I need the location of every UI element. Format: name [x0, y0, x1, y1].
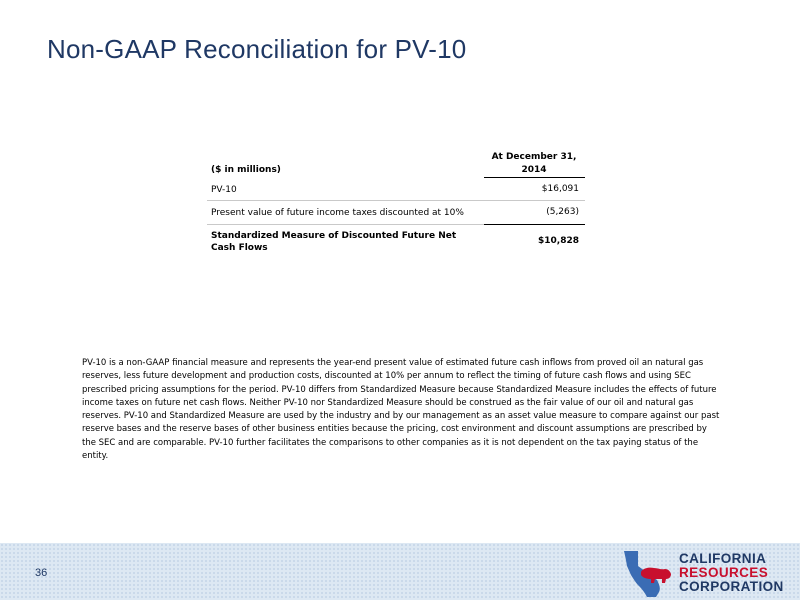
table-row — [207, 225, 585, 261]
table-row — [207, 178, 585, 201]
table-header — [207, 146, 585, 178]
row-label: PV-10 — [211, 185, 237, 195]
row-value: $10,828 — [538, 236, 579, 246]
unit-label: ($ in millions) — [211, 165, 281, 175]
page-number: 36 — [35, 567, 48, 579]
california-bear-icon — [621, 548, 679, 600]
table-row — [207, 201, 585, 225]
logo-line2: RESOURCES — [679, 565, 769, 580]
row-label: Standardized Measure of Discounted Future Net Cash Flows — [211, 231, 457, 253]
explanation-paragraph: PV-10 is a non-GAAP financial measure and represents the year-end present value of estimated future cash inflows from proved oil an natural gas reserves, less future development and production costs, discounted at 10% per annum to reflect the timing of future cash flows and using SEC prescribed pricing assumptions for the period. PV-10 differs from Standardized Measure because Standardized Measure includes the effects of future income taxes on future net cash flows. Neither PV-10 nor Standardized Measure should be construed as the fair value of our oil and natural gas reserves. PV-10 and Standardized Measure are used by the industry and by our management as an asset value measure to compare against our past reserve bases and the reserve bases of other business entities because the pricing, cost environment and discount assumptions are prescribed by the SEC and are comparable. PV-10 further facilitates the comparisons to other companies as it is not dependent on the tax paying status of the entity. — [82, 358, 720, 462]
footer-band — [0, 543, 800, 600]
company-logo — [621, 546, 796, 598]
period-header: At December 31, 2014 — [491, 152, 577, 175]
row-label: Present value of future income taxes discounted at 10% — [211, 208, 464, 218]
logo-line3: CORPORATION — [679, 579, 784, 594]
row-value: $16,091 — [541, 184, 579, 194]
slide-title: Non-GAAP Reconciliation for PV-10 — [47, 34, 467, 64]
row-value: (5,263) — [546, 207, 579, 217]
logo-line1: CALIFORNIA — [679, 551, 767, 566]
reconciliation-table — [207, 146, 585, 261]
logo-wordmark — [679, 552, 784, 594]
